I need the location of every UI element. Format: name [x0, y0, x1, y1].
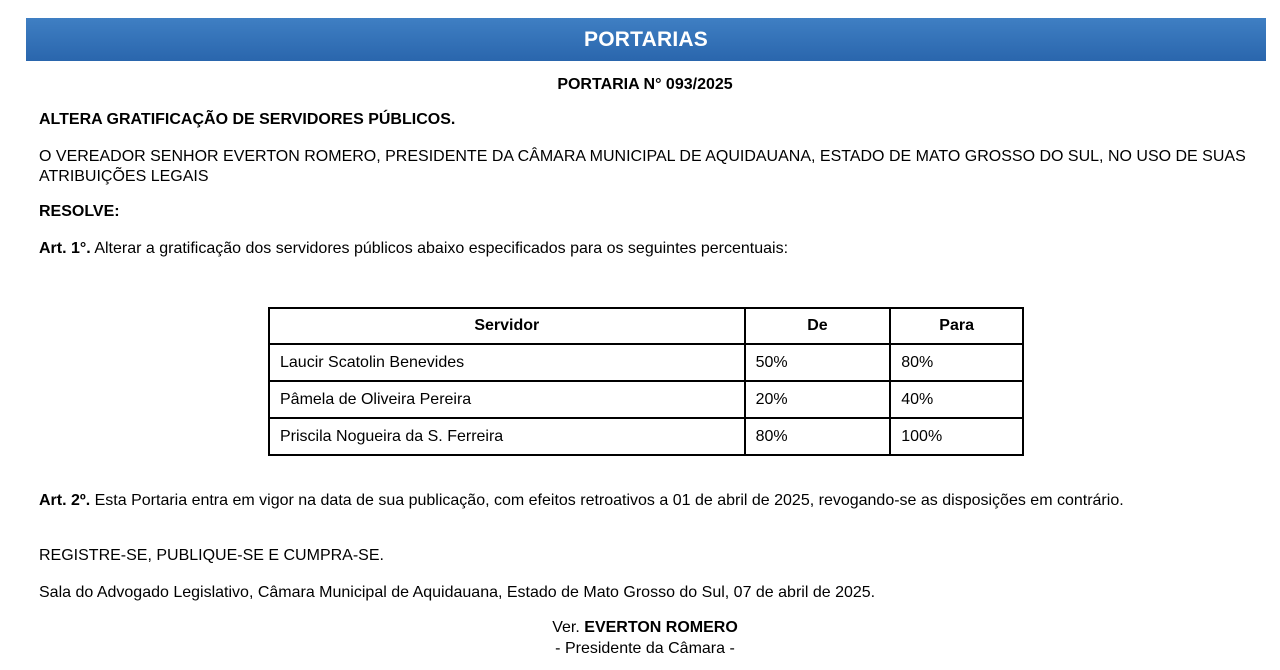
article-2-label: Art. 2º. [39, 492, 91, 509]
article-2-text: Esta Portaria entra em vigor na data de sua publicação, com efeitos retroativos a 01 de abril de 2025, revogando-se as disposições em contrário. [90, 492, 1124, 509]
table-header-row [269, 308, 1023, 344]
table-row [269, 418, 1023, 455]
cell-de: 50% [745, 344, 891, 381]
cell-para: 100% [890, 418, 1023, 455]
table-row [269, 344, 1023, 381]
portaria-preamble: O VEREADOR SENHOR EVERTON ROMERO, PRESIDENTE DA CÂMARA MUNICIPAL DE AQUIDAUANA, ESTADO DE MATO GROSSO DO SUL, NO USO DE SUAS ATRIBUIÇÕES LEGAIS [39, 148, 1246, 185]
section-banner [26, 18, 1266, 61]
registre-statement: REGISTRE-SE, PUBLIQUE-SE E CUMPRA-SE. [39, 547, 384, 564]
gratification-table [268, 307, 1024, 456]
signature-name: EVERTON ROMERO [584, 619, 738, 636]
header-servidor: Servidor [269, 308, 745, 344]
cell-servidor: Priscila Nogueira da S. Ferreira [269, 418, 745, 455]
article-1 [39, 240, 788, 258]
article-1-text: Alterar a gratificação dos servidores públicos abaixo especificados para os seguintes percentuais: [90, 240, 789, 257]
place-date-line: Sala do Advogado Legislativo, Câmara Municipal de Aquidauana, Estado de Mato Grosso do Sul, 07 de abril de 2025. [39, 584, 876, 601]
cell-servidor: Laucir Scatolin Benevides [269, 344, 745, 381]
header-de: De [745, 308, 891, 344]
resolve-heading: RESOLVE: [39, 203, 120, 220]
portaria-ementa: ALTERA GRATIFICAÇÃO DE SERVIDORES PÚBLICOS. [39, 111, 456, 128]
header-para: Para [890, 308, 1023, 344]
section-title: PORTARIAS [584, 27, 708, 51]
portaria-number: PORTARIA N° 093/2025 [557, 76, 733, 93]
signature-name-line [0, 619, 1280, 637]
signature-prefix: Ver. [552, 619, 585, 636]
cell-servidor: Pâmela de Oliveira Pereira [269, 381, 745, 418]
cell-para: 80% [890, 344, 1023, 381]
signature-role: - Presidente da Câmara - [555, 640, 735, 657]
article-2 [39, 491, 1254, 511]
table-row [269, 381, 1023, 418]
article-1-label: Art. 1°. [39, 240, 91, 257]
cell-de: 80% [745, 418, 891, 455]
cell-de: 20% [745, 381, 891, 418]
cell-para: 40% [890, 381, 1023, 418]
